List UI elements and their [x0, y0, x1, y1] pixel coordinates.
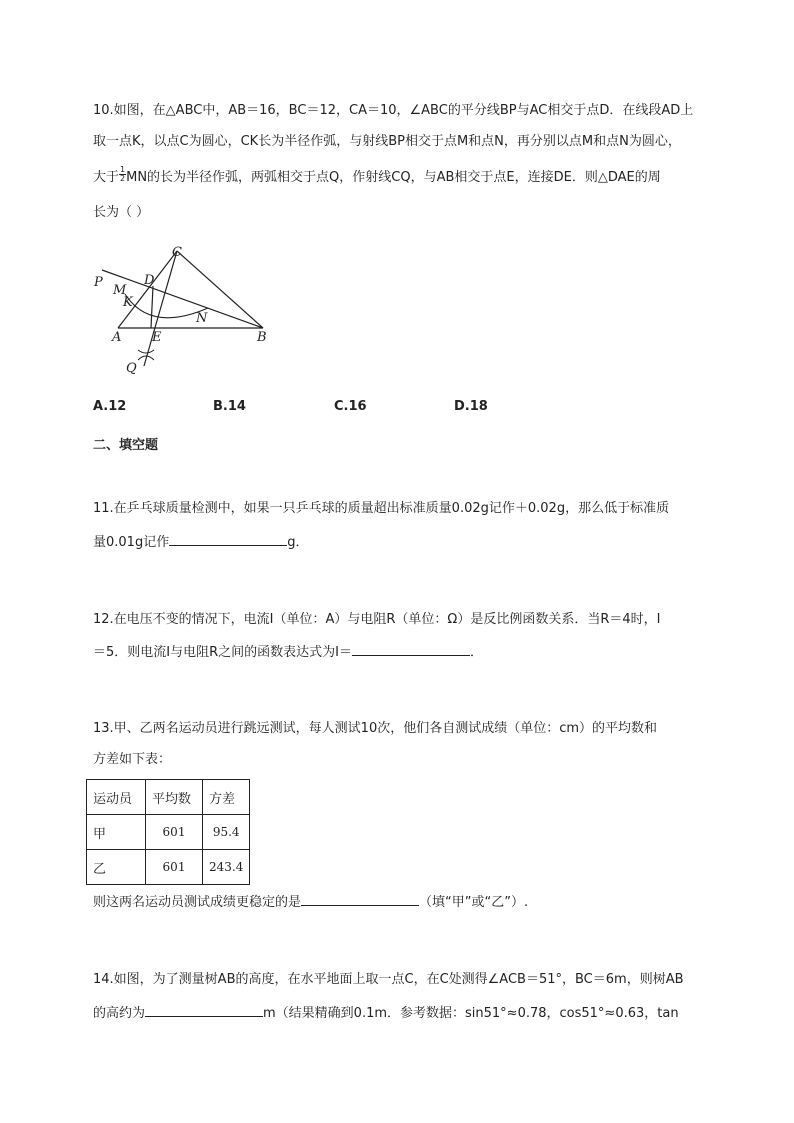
- q11-line-2: [93, 531, 308, 553]
- segment-bc: [177, 251, 263, 328]
- q13-answer-blank[interactable]: [301, 891, 419, 906]
- q12-line-2-end: ．: [469, 645, 483, 660]
- label-k: K: [123, 295, 133, 310]
- option-c: C.16: [334, 399, 367, 414]
- q14-line-1: 14.如图，为了测量树AB的高度，在水平地面上取一点C，在C处测得∠ACB＝51°，BC＝6m，则树AB: [93, 972, 684, 987]
- q10-line-4: 长为（ ）: [93, 205, 150, 220]
- q13-line-3: [93, 891, 528, 913]
- ray-cq: [144, 251, 177, 366]
- athlete-cell: 乙: [87, 850, 146, 885]
- q13-line-3-end: （填“甲”或“乙”）.: [419, 895, 529, 910]
- label-c: C: [172, 245, 182, 260]
- athlete-cell: 甲: [87, 815, 146, 850]
- q13-line-3-start: 则这两名运动员测试成绩更稳定的是: [93, 895, 302, 910]
- header-mean: 平均数: [146, 780, 203, 815]
- label-p: P: [94, 275, 103, 290]
- segment-ac: [118, 251, 177, 328]
- label-a: A: [112, 330, 122, 345]
- table-row: [87, 815, 250, 850]
- table-row: [87, 850, 250, 885]
- q10-line-3-rest: MN的长为半径作弧，两弧相交于点Q，作射线CQ，与AB相交于点E，连接DE．则△DAE的周: [126, 170, 661, 185]
- label-q: Q: [126, 361, 137, 376]
- q13-line-2: 方差如下表：: [93, 752, 172, 767]
- q14-answer-blank[interactable]: [145, 1002, 263, 1017]
- option-b: B.14: [213, 399, 246, 414]
- mean-cell: 601: [146, 815, 203, 850]
- q11-line-2-end: g．: [287, 535, 309, 550]
- option-d: D.18: [454, 399, 488, 414]
- q11-line-1: 11.在乒乓球质量检测中，如果一只乒乓球的质量超出标准质量0.02g记作＋0.02g，那么低于标准质: [93, 501, 670, 516]
- mean-cell: 601: [146, 850, 203, 885]
- label-d: D: [144, 273, 155, 288]
- q10-line-2: 取一点K，以点C为圆心，CK长为半径作弧，与射线BP相交于点M和点N，再分别以点M和点N为圆心，: [93, 134, 681, 149]
- q10-line-3-start: 大于: [93, 170, 120, 185]
- q14-line-2: [93, 1002, 679, 1024]
- fraction-numerator: 1: [120, 165, 126, 174]
- fraction-denominator: 2: [120, 174, 126, 183]
- arc-q-1: [138, 350, 154, 353]
- label-e: E: [152, 330, 162, 345]
- q14-line-2-start: 的高约为: [93, 1006, 146, 1021]
- header-athlete: 运动员: [87, 780, 146, 815]
- q12-answer-blank[interactable]: [352, 641, 470, 656]
- q13-line-1: 13.甲、乙两名运动员进行跳远测试，每人测试10次，他们各自测试成绩（单位：cm）的平均数和: [93, 721, 658, 736]
- option-a: A.12: [93, 399, 127, 414]
- triangle-construction-figure: [80, 238, 280, 378]
- label-b: B: [257, 330, 267, 345]
- q12-line-2-start: ＝5．则电流I与电阻R之间的函数表达式为I＝: [93, 645, 352, 660]
- table-header-row: [87, 780, 250, 815]
- q11-line-2-start: 量0.01g记作: [93, 535, 170, 550]
- q10-line-3: [93, 165, 661, 188]
- q14-line-2-end: m（结果精确到0.1m．参考数据：sin51°≈0.78，cos51°≈0.63，tan: [263, 1006, 679, 1021]
- label-m: M: [113, 283, 127, 298]
- label-n: N: [196, 311, 208, 326]
- q12-line-1: 12.在电压不变的情况下，电流I（单位：A）与电阻R（单位：Ω）是反比例函数关系．当R＝4时，I: [93, 612, 661, 627]
- score-table: [86, 779, 250, 885]
- q12-line-2: [93, 641, 483, 663]
- q10-line-1: 10.如图，在△ABC中，AB＝16，BC＝12，CA＝10，∠ABC的平分线BP与AC相交于点D．在线段AD上: [93, 103, 694, 118]
- segment-de: [151, 286, 153, 328]
- q11-answer-blank[interactable]: [169, 531, 287, 546]
- variance-cell: 95.4: [203, 815, 250, 850]
- header-variance: 方差: [203, 780, 250, 815]
- section-heading: 二、填空题: [93, 438, 159, 453]
- variance-cell: 243.4: [203, 850, 250, 885]
